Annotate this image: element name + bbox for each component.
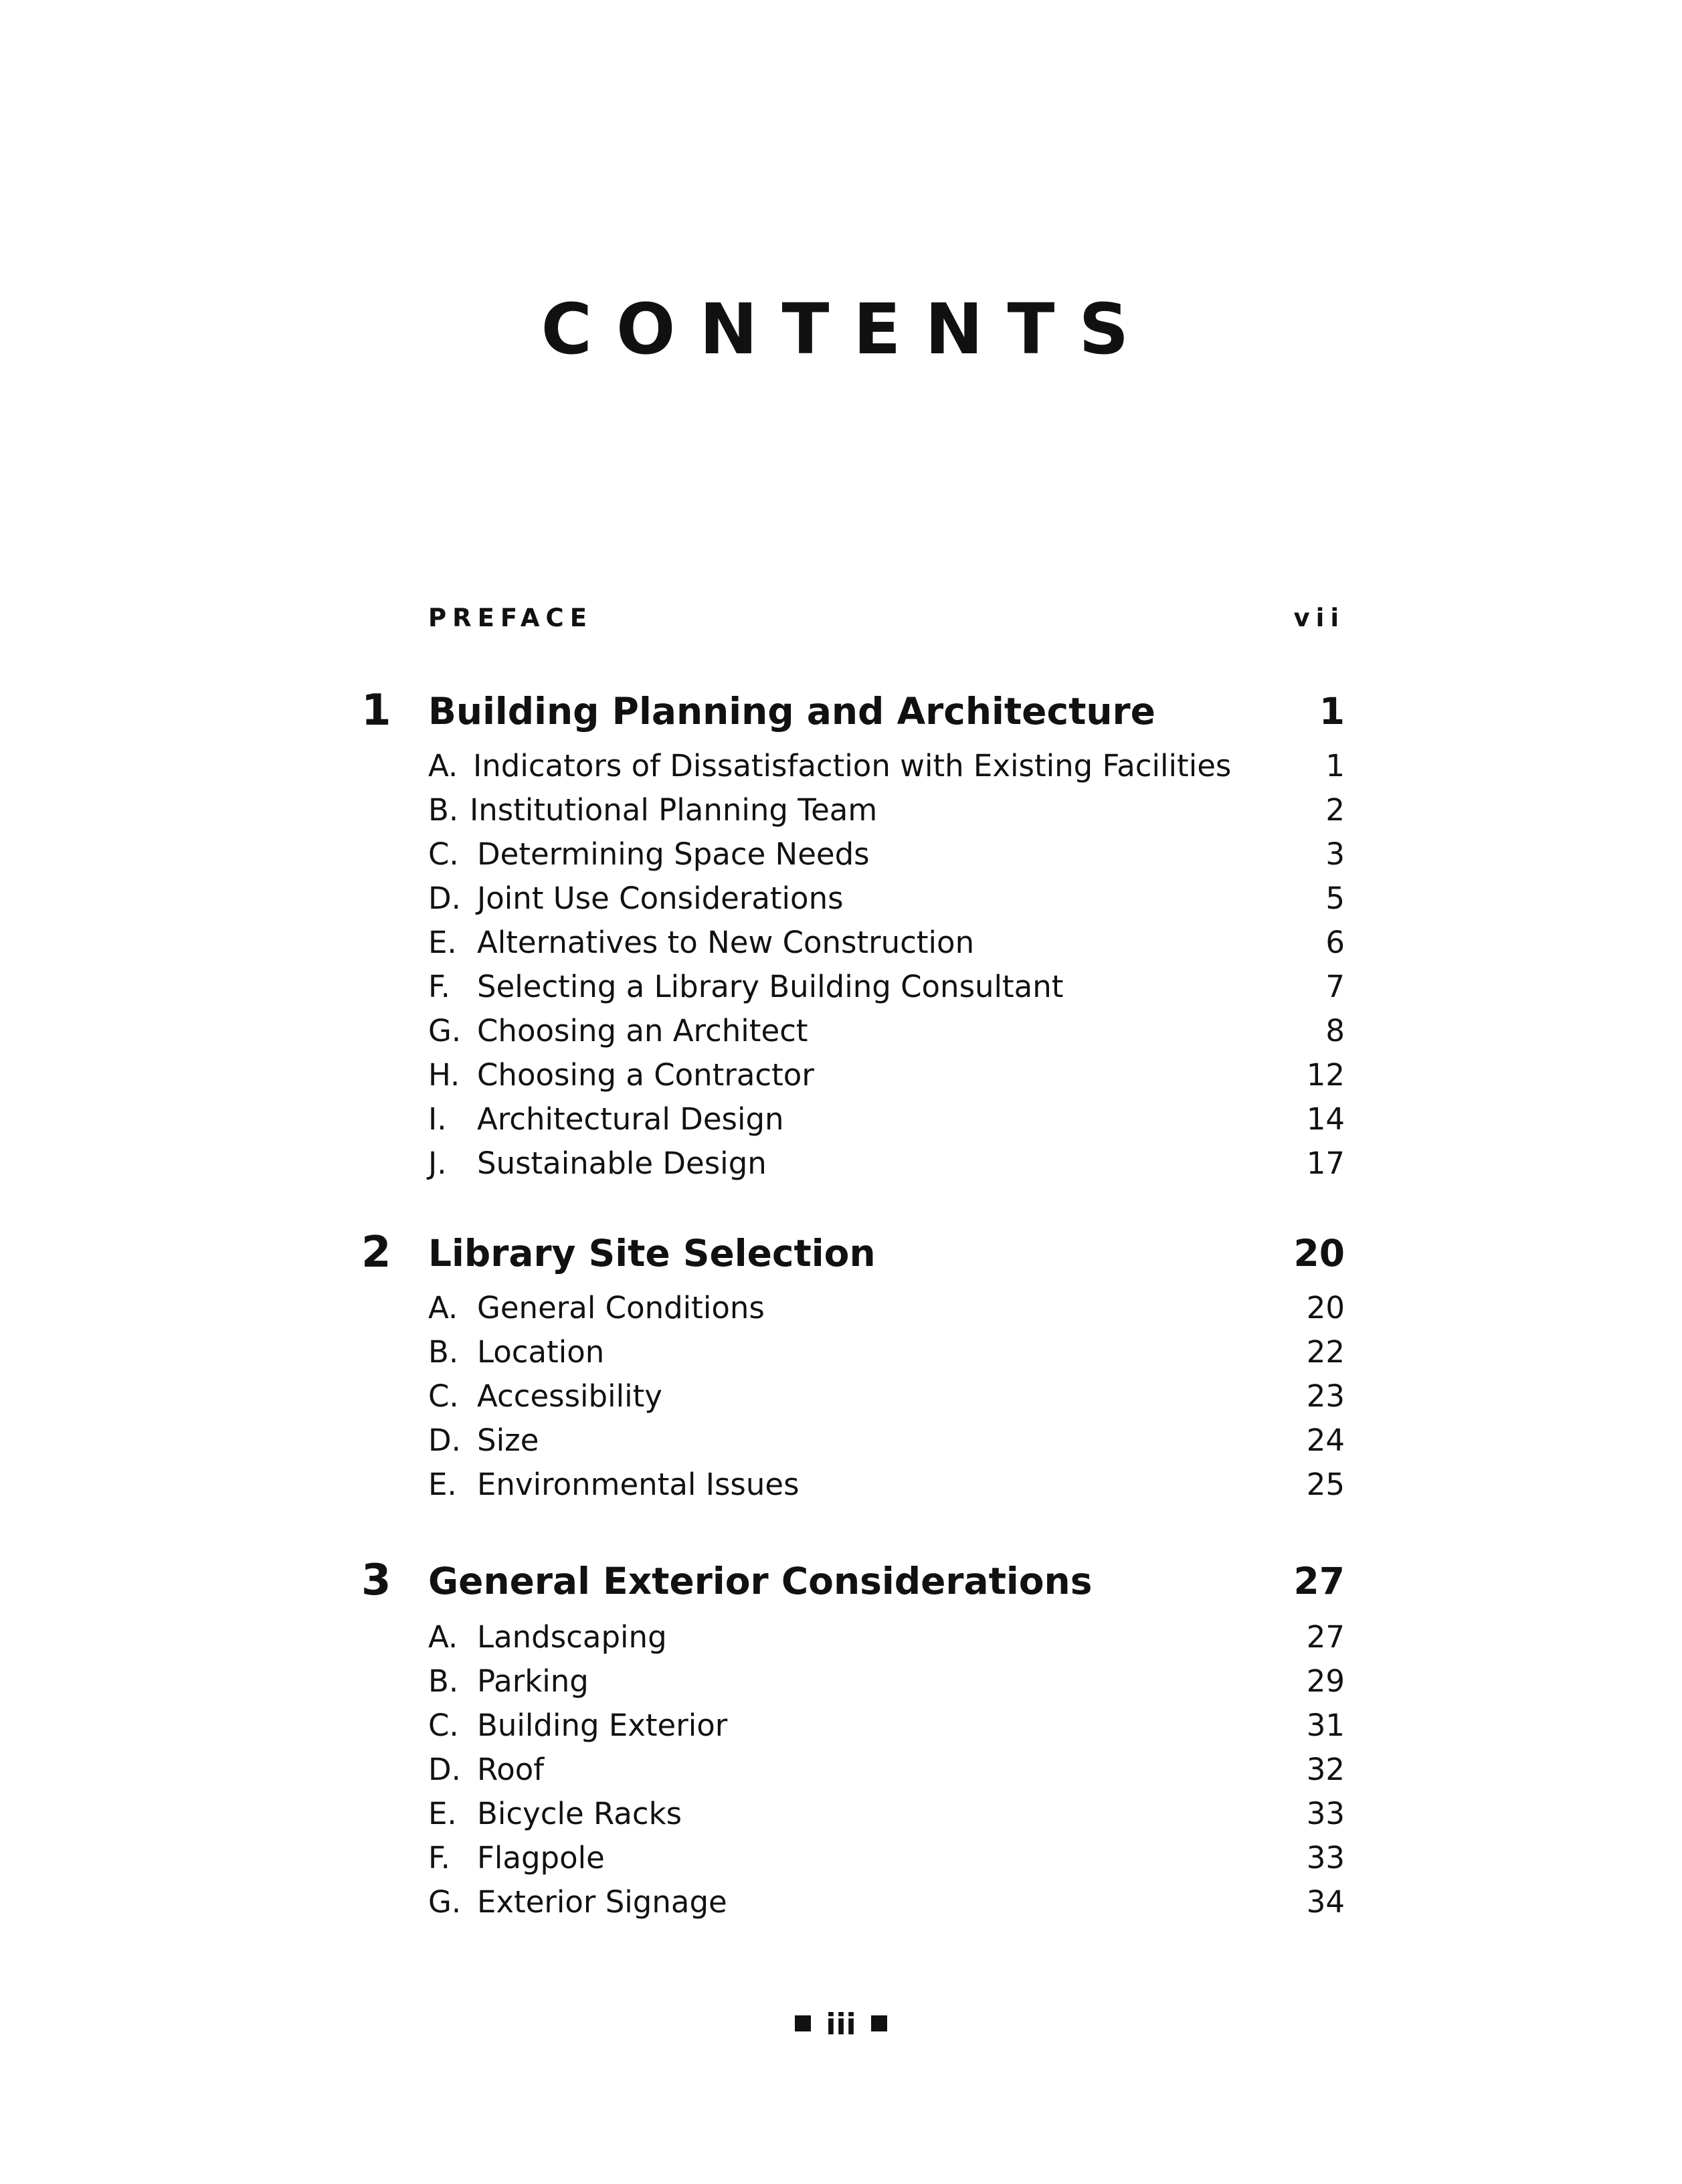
section-page: 34: [1306, 1884, 1345, 1920]
section-page: 33: [1306, 1840, 1345, 1876]
folio-number: iii: [826, 2007, 856, 2041]
chapter-title: Building Planning and Architecture: [428, 690, 1155, 733]
section-title: Landscaping: [477, 1619, 667, 1655]
toc-chapter-row[interactable]: [361, 1228, 1345, 1285]
section-page: 17: [1306, 1146, 1345, 1181]
section-letter: A.: [428, 1619, 458, 1655]
section-title: Institutional Planning Team: [470, 792, 878, 828]
preface-page: vii: [1293, 604, 1345, 632]
section-page: 8: [1325, 1013, 1345, 1049]
chapter-page: 1: [1319, 690, 1345, 733]
section-letter: F.: [428, 969, 450, 1004]
section-page: 23: [1306, 1378, 1345, 1414]
chapter-number: 2: [361, 1228, 391, 1277]
toc-section-row[interactable]: [361, 1884, 1345, 1940]
section-page: 5: [1325, 881, 1345, 916]
chapter-page: 20: [1293, 1232, 1345, 1275]
chapter-title: General Exterior Considerations: [428, 1560, 1093, 1603]
section-title: Alternatives to New Construction: [477, 925, 975, 960]
section-title: Size: [477, 1423, 539, 1458]
section-letter: D.: [428, 1423, 461, 1458]
section-page: 6: [1325, 925, 1345, 960]
page-folio: [0, 2007, 1682, 2041]
section-letter: B.: [428, 1663, 459, 1699]
page-title: CONTENTS: [541, 288, 1153, 370]
chapter-number: 1: [361, 686, 391, 735]
section-title: Parking: [477, 1663, 589, 1699]
section-title: Flagpole: [477, 1840, 605, 1876]
section-page: 20: [1306, 1290, 1345, 1326]
section-page: 3: [1325, 836, 1345, 872]
square-bullet-icon: [795, 2015, 811, 2031]
section-letter: D.: [428, 1752, 461, 1787]
section-letter: H.: [428, 1057, 460, 1093]
section-title: Choosing a Contractor: [477, 1057, 814, 1093]
section-page: 31: [1306, 1708, 1345, 1743]
section-letter: G.: [428, 1884, 462, 1920]
section-title: Exterior Signage: [477, 1884, 727, 1920]
section-title: Joint Use Considerations: [477, 881, 844, 916]
section-letter: A.: [428, 748, 458, 784]
section-title: Indicators of Dissatisfaction with Existing Facilities: [473, 748, 1232, 784]
toc-section-row[interactable]: [361, 1148, 1345, 1202]
preface-label: PREFACE: [428, 604, 593, 632]
section-title: Roof: [477, 1752, 545, 1787]
section-page: 14: [1306, 1101, 1345, 1137]
square-bullet-icon: [871, 2015, 887, 2031]
section-title: Selecting a Library Building Consultant: [477, 969, 1064, 1004]
section-page: 32: [1306, 1752, 1345, 1787]
section-title: Sustainable Design: [477, 1146, 767, 1181]
section-page: 22: [1306, 1334, 1345, 1370]
section-page: 24: [1306, 1423, 1345, 1458]
section-title: Bicycle Racks: [477, 1796, 682, 1831]
section-page: 25: [1306, 1467, 1345, 1502]
section-title: Architectural Design: [477, 1101, 784, 1137]
section-title: General Conditions: [477, 1290, 765, 1326]
section-title: Environmental Issues: [477, 1467, 800, 1502]
chapter-page: 27: [1293, 1560, 1345, 1603]
section-letter: E.: [428, 1796, 457, 1831]
section-letter: E.: [428, 925, 457, 960]
section-title: Location: [477, 1334, 605, 1370]
section-letter: C.: [428, 836, 459, 872]
toc-section-row[interactable]: [361, 1469, 1345, 1523]
chapter-number: 3: [361, 1556, 391, 1605]
section-letter: A.: [428, 1290, 458, 1326]
section-letter: C.: [428, 1708, 459, 1743]
section-title: Determining Space Needs: [477, 836, 870, 872]
section-page: 7: [1325, 969, 1345, 1004]
section-page: 12: [1306, 1057, 1345, 1093]
section-letter: E.: [428, 1467, 457, 1502]
section-page: 2: [1325, 792, 1345, 828]
section-title: Choosing an Architect: [477, 1013, 808, 1049]
section-letter: F.: [428, 1840, 450, 1876]
toc-preface-row[interactable]: [361, 606, 1345, 659]
toc-chapter-row[interactable]: [361, 686, 1345, 743]
section-letter: B.: [428, 1334, 459, 1370]
section-letter: C.: [428, 1378, 459, 1414]
section-page: 33: [1306, 1796, 1345, 1831]
section-letter: D.: [428, 881, 461, 916]
section-letter: J.: [428, 1146, 447, 1181]
section-letter: G.: [428, 1013, 462, 1049]
section-letter: B.: [428, 792, 459, 828]
section-title: Building Exterior: [477, 1708, 728, 1743]
chapter-title: Library Site Selection: [428, 1232, 876, 1275]
section-title: Accessibility: [477, 1378, 662, 1414]
section-page: 27: [1306, 1619, 1345, 1655]
section-page: 1: [1325, 748, 1345, 784]
toc-chapter-row[interactable]: [361, 1556, 1345, 1613]
section-page: 29: [1306, 1663, 1345, 1699]
section-letter: I.: [428, 1101, 447, 1137]
